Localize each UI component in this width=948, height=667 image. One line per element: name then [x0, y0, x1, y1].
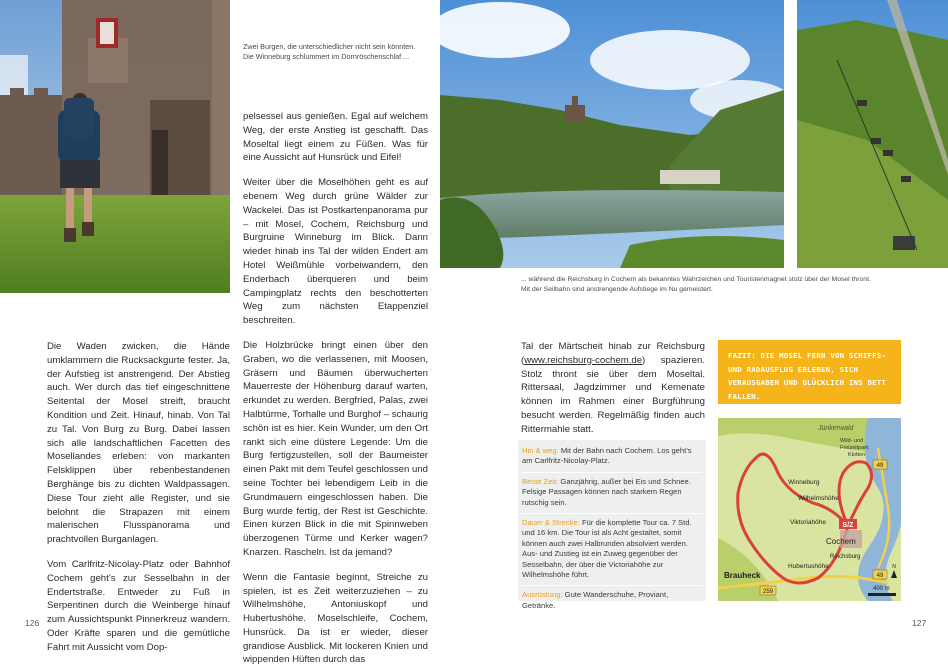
map-label-junkerwald: Jünkerwald	[818, 425, 854, 432]
paragraph: Die Waden zwicken, die Hände umklammern die Rucksackgurte fester. Ja, der Aufstieg ist anstrengend. Der Abstieg auch. Wer durch das tief eingeschnittene Seitental der Mosel streift, braucht Kondition und Zeit. Hinauf, hinab. Von Tal zu Tal. Von Burg zu Burg. Dabei lassen sich alle landschaftlichen Facetten des Mosellandes erleben: von markanten Felsklippen über rebenbestandenen Berghänge bis zu dichten Waldpassagen. Diese Tour zieht alle Register, und sie belohnt die Strapazen mit einem malerischen Flusspanorama und prachtvollen Burganlagen.	[47, 341, 230, 546]
info-box	[518, 440, 706, 610]
map-label-klotten: Klotten	[848, 452, 866, 458]
text-column-2	[243, 110, 428, 667]
reichsburg-illustration	[440, 0, 784, 268]
paragraph: Wenn die Fantasie beginnt, Streiche zu spielen, ist es Zeit weiterzuziehen – zu Wilhelmshöhe, Antoniuskopf und Hubertushöhe. Moselschleife, Cochem, Hunsrück. Da ist er wieder, dieser grandiose Ausblick. Mit lockeren Knien und wippenden Hüften durch das	[243, 571, 428, 666]
info-label: Hin & weg:	[522, 446, 559, 455]
text-segment: ) spazieren. Stolz thront sie über dem Moseltal. Rittersaal, Jagdzimmer und Kemenate können im Rahmen einer Burgführung besucht werden. Regelmäßig finden auch Rittermahle statt.	[521, 354, 705, 435]
right-caption-line2: Mit der Seilbahn sind anstrengende Aufstiege im Nu gemeistert.	[521, 286, 713, 293]
map-label-viktoriahoehe: Viktoriahöhe	[790, 519, 827, 526]
paragraph: Weiter über die Moselhöhen geht es auf ebenem Weg durch grüne Wälder zur Wackelei. Das ist Postkartenpanorama pur – mit Mosel, Cochem, Reichsburg und Burgruine Winneburg im Blick. Dann wieder hinab ins Tal der wilden Endert am Hotel Weißmühle vorbeiwandern, den Enderbach überqueren und beim Campingplatz rechts den beschotterten Weg zum nächsten Etappenziel beschreiten.	[243, 177, 428, 327]
reichsburg-link[interactable]: www.reichsburg-cochem.de	[524, 354, 643, 366]
info-label: Beste Zeit:	[522, 476, 559, 486]
page-number-right: 127	[912, 618, 927, 628]
map-label-wild: Wild- und	[840, 438, 864, 444]
paragraph: Vom Carlfritz-Nicolay-Platz oder Bahnhof Cochem geht’s zur Sesselbahn in der Endertstraße. Entweder zu Fuß in Serpentinen durch die Weinberge hinauf zum Aussichtspunkt Pinnerkreuz wandern. Oder Kräfte sparen und die gemütliche Fahrt mit Aussicht vom Dop-	[47, 558, 230, 653]
map-label-brauheck: Brauheck	[724, 571, 761, 580]
fazit-callout	[718, 340, 901, 404]
map-label-freizeitpark: Freizeitpark	[840, 445, 869, 451]
photo-sesselbahn	[797, 0, 948, 268]
fazit-text: FAZIT: DIE MOSEL FERN VON SCHIFFS- UND RADAUSFLUG ERLEBEN, SICH VERAUSGABEN UND GLÜCKLICH INS BETT FALLEN.	[728, 351, 887, 401]
right-caption-line1: ... während die Reichsburg in Cochem als bekanntes Wahrzeichen und Touristenmagnet stolz über der Mosel thront.	[521, 276, 871, 283]
info-text: Ganzjährig, außer bei Eis und Schnee. Felsige Passagen können nach starkem Regen rutschig sein.	[522, 476, 691, 507]
left-caption-line1: Zwei Burgen, die unterschiedlicher nicht sein könnten.	[243, 42, 416, 51]
map-scale-label: 400 m	[873, 586, 890, 592]
info-text: Gute Wanderschuhe, Proviant, Getränke.	[522, 590, 669, 610]
chairlift-illustration	[797, 0, 948, 268]
road-number: 259	[762, 589, 774, 595]
text-column-3	[521, 340, 705, 437]
left-caption-line2: Die Winneburg schlummert im Dornröschenschlaf ...	[243, 52, 410, 61]
paragraph	[521, 340, 705, 437]
info-label: Ausrüstung:	[522, 590, 563, 600]
start-ziel-label: S/Z	[842, 522, 854, 529]
info-row-beste-zeit	[522, 473, 702, 514]
info-row-anreise	[522, 442, 702, 473]
map-label-wilhelmshoehe: Wilhelmshöhe	[798, 495, 839, 502]
info-text: Für die komplette Tour ca. 7 Std. und 16 km. Die Tour ist als Acht gestaltet, somit können auch zwei Halbrunden absolviert werden. Aus- und Zustieg ist ein Zuweg gegenüber der Sesselbahn, der über die Victoriahöhe zur Wilhelmshöhe führt.	[522, 518, 692, 580]
text-column-1	[47, 340, 230, 655]
winneburg-hiker-illustration	[0, 0, 230, 293]
map-scale-bar	[868, 593, 896, 596]
photo-reichsburg-cochem	[440, 0, 784, 268]
left-photo-caption	[243, 42, 428, 62]
route-map-svg	[718, 418, 901, 601]
map-label-hubertushoehe: Hubertushöhe	[788, 563, 829, 570]
paragraph: pelsessel aus genießen. Egal auf welchem Weg, der erste Anstieg ist geschafft. Das Moseltal liegt einem zu Füßen. Was für eine Aussicht auf Hunsrück und Eifel!	[243, 111, 428, 164]
info-row-ausruestung	[522, 586, 702, 616]
page-number-left: 126	[25, 618, 40, 628]
paragraph: Die Holzbrücke bringt einen über den Graben, wo die verlassenen, mit Moosen, Gräsern und Bäumen überwucherten Mauerreste der Höhenburg darauf warten, erkundet zu werden. Bergfried, Palas, zwei Halbtürme, Torhalle und Burghof – schaurig schön ist es hier. Kein Wunder, um den Ort rankt sich eine düstere Legende: Um die Burg fertigzustellen, soll der Baumeister einen Pakt mit dem Teufel geschlossen und seine Tochter bei lebendigem Leib in die Grundmauern eingeschlossen haben. Die Burg wurde fertig, der Rest ist Geschichte. Einen kurzen Blick in die mit Spinnweben überzogenen Türme und Kerker wagen? Knarzen. Rascheln. Ist da jemand?	[243, 339, 428, 558]
route-map	[718, 418, 901, 601]
north-label: N	[892, 564, 896, 570]
road-number: 49	[876, 573, 884, 579]
map-label-winneburg: Winneburg	[788, 479, 820, 486]
right-photo-caption	[521, 275, 931, 295]
info-row-dauer	[522, 514, 702, 586]
road-number: 49	[876, 463, 884, 469]
info-text: Mit der Bahn nach Cochem. Los geht’s am Carlfritz-Nicolay-Platz.	[522, 446, 692, 466]
info-label: Dauer & Strecke:	[522, 518, 580, 528]
text-segment: Tal der Märtscheit hinab zur Reichsburg (	[521, 341, 705, 366]
map-label-reichsburg: Reichsburg	[830, 554, 861, 560]
photo-winneburg-hiker	[0, 0, 230, 293]
map-label-cochem: Cochem	[826, 537, 856, 546]
